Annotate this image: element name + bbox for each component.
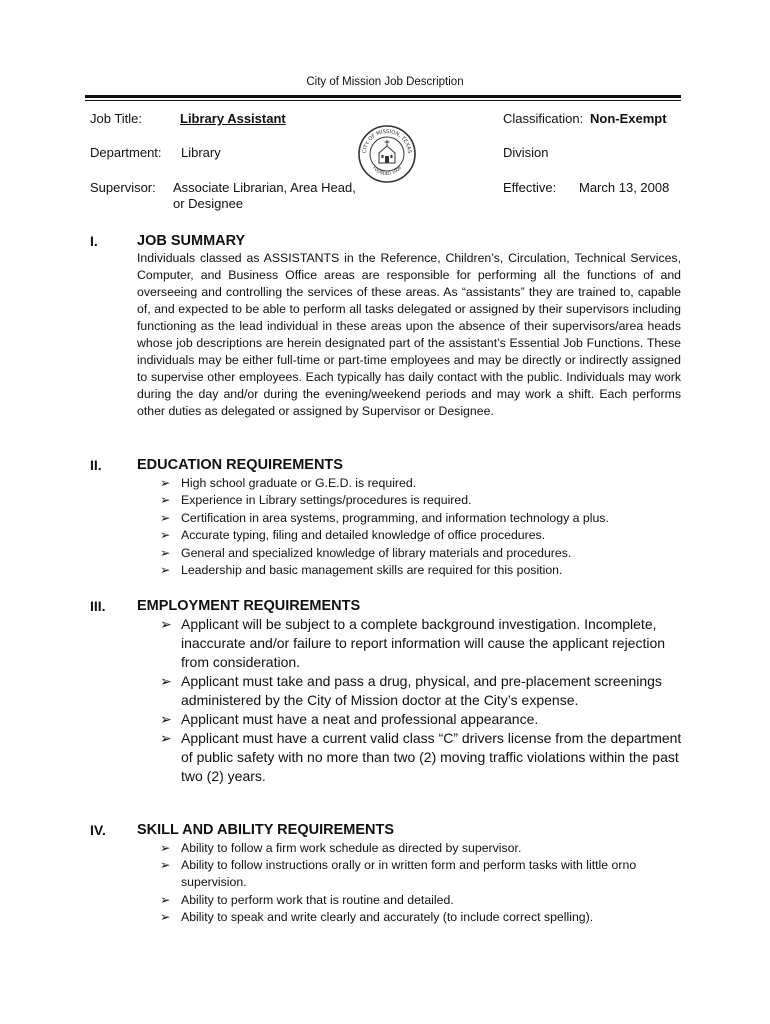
classification-value: Non-Exempt — [590, 111, 667, 126]
section-numeral: II. — [90, 457, 102, 473]
list-item-text: Ability to follow a firm work schedule as directed by supervisor. — [181, 841, 522, 855]
section-title-skill-ability: SKILL AND ABILITY REQUIREMENTS — [137, 822, 394, 838]
list-item — [160, 527, 690, 544]
job-title-value: Library Assistant — [180, 111, 286, 126]
department-value: Library — [181, 145, 221, 160]
list-item — [160, 475, 690, 492]
arrow-bullet-icon: ➢ — [160, 858, 171, 873]
list-item — [160, 492, 690, 509]
classification-label: Classification: — [503, 111, 584, 126]
effective-label: Effective: — [503, 180, 557, 195]
list-item-text: Applicant must have a current valid class “C” drivers license from the department of public safety with no more than two (2) moving traffic violations within the past two (2) years. — [181, 730, 682, 784]
arrow-bullet-icon: ➢ — [160, 545, 171, 560]
list-item — [160, 672, 690, 710]
list-item-text: Accurate typing, filing and detailed knowledge of office procedures. — [181, 528, 546, 543]
department-label: Department: — [90, 145, 162, 160]
list-item-text: High school graduate or G.E.D. is required. — [181, 476, 417, 490]
list-item-text: Applicant will be subject to a complete background investigation. Incomplete, inaccurate and/or failure to report information will cause the applicant rejection from consideration. — [181, 616, 666, 670]
list-item-text: Applicant must have a neat and professional appearance. — [181, 711, 539, 727]
arrow-bullet-icon: ➢ — [160, 892, 171, 907]
list-item — [160, 562, 690, 579]
employment-requirements-list — [160, 615, 690, 786]
city-seal-icon — [357, 124, 417, 184]
job-title-label: Job Title: — [90, 111, 143, 126]
list-item-text: Leadership and basic management skills are required for this position. — [181, 563, 563, 578]
arrow-bullet-icon: ➢ — [160, 616, 172, 632]
list-item — [160, 615, 690, 672]
list-item-text: Ability to perform work that is routine and detailed. — [181, 892, 454, 907]
section-title-employment: EMPLOYMENT REQUIREMENTS — [137, 598, 361, 614]
education-requirements-list — [160, 475, 690, 579]
svg-text:FOUNDED 1908: FOUNDED 1908 — [371, 165, 403, 177]
document-header: City of Mission Job Description — [306, 76, 464, 88]
supervisor-value-line1: Associate Librarian, Area Head, — [173, 180, 356, 195]
list-item — [160, 545, 690, 562]
skill-ability-requirements-list — [160, 840, 690, 926]
arrow-bullet-icon: ➢ — [160, 528, 171, 543]
section-title-education: EDUCATION REQUIREMENTS — [137, 457, 343, 473]
list-item-text: Applicant must take and pass a drug, physical, and pre-placement screenings administered by the City of Mission doctor at the City’s expense. — [181, 673, 662, 708]
list-item — [160, 729, 690, 786]
section-numeral: I. — [90, 233, 98, 249]
supervisor-value-line2: or Designee — [173, 196, 244, 211]
arrow-bullet-icon: ➢ — [160, 493, 171, 508]
header-rule-thin — [85, 100, 681, 101]
arrow-bullet-icon: ➢ — [160, 476, 171, 490]
list-item — [160, 510, 690, 527]
arrow-bullet-icon: ➢ — [160, 673, 172, 689]
list-item-text: General and specialized knowledge of library materials and procedures. — [181, 545, 572, 560]
arrow-bullet-icon: ➢ — [160, 909, 171, 924]
list-item-text: Experience in Library settings/procedures is required. — [181, 493, 472, 508]
list-item-text: Ability to follow instructions orally or in written form and perform tasks with little orno supervision. — [181, 858, 637, 890]
arrow-bullet-icon: ➢ — [160, 711, 172, 727]
arrow-bullet-icon: ➢ — [160, 563, 171, 578]
list-item-text: Certification in area systems, programming, and information technology a plus. — [181, 510, 609, 525]
list-item — [160, 857, 690, 891]
effective-date: March 13, 2008 — [579, 180, 670, 195]
supervisor-label: Supervisor: — [90, 180, 156, 195]
list-item — [160, 710, 690, 729]
section-numeral: III. — [90, 598, 106, 614]
arrow-bullet-icon: ➢ — [160, 841, 171, 855]
job-summary-paragraph: Individuals classed as ASSISTANTS in the Reference, Children’s, Circulation, Technical Services, Computer, and Business Office areas are responsible for performing all the functions of and overseeing and controlling the services of these areas. As “assistants” they are trained to, capable of, and expected to be able to perform all tasks delegated or assigned by their supervisors including functioning as the lead individual in these areas upon the absence of their supervisors/area heads whose job descriptions are herein designated part of the assistant’s Essential Job Functions. These individuals may be either full-time or part-time employees and may be directly or indirectly assigned to supervise other employees. Each typically has daily contact with the public. Individuals may work during the day and/or during the evening/weekend periods and may work a shift. Each performs other duties as delegated or assigned by Supervisor or Designee. — [137, 251, 681, 418]
list-item — [160, 840, 690, 857]
arrow-bullet-icon: ➢ — [160, 730, 172, 746]
section-numeral: IV. — [90, 822, 106, 838]
list-item — [160, 909, 690, 926]
header-rule-thick — [85, 95, 681, 98]
arrow-bullet-icon: ➢ — [160, 510, 171, 525]
list-item-text: Ability to speak and write clearly and accurately (to include correct spelling). — [181, 909, 594, 924]
section-title-job-summary: JOB SUMMARY — [137, 233, 246, 249]
list-item — [160, 892, 690, 909]
svg-text:CITY OF MISSION, TEXAS: CITY OF MISSION, TEXAS — [361, 128, 413, 154]
division-label: Division — [503, 145, 549, 160]
